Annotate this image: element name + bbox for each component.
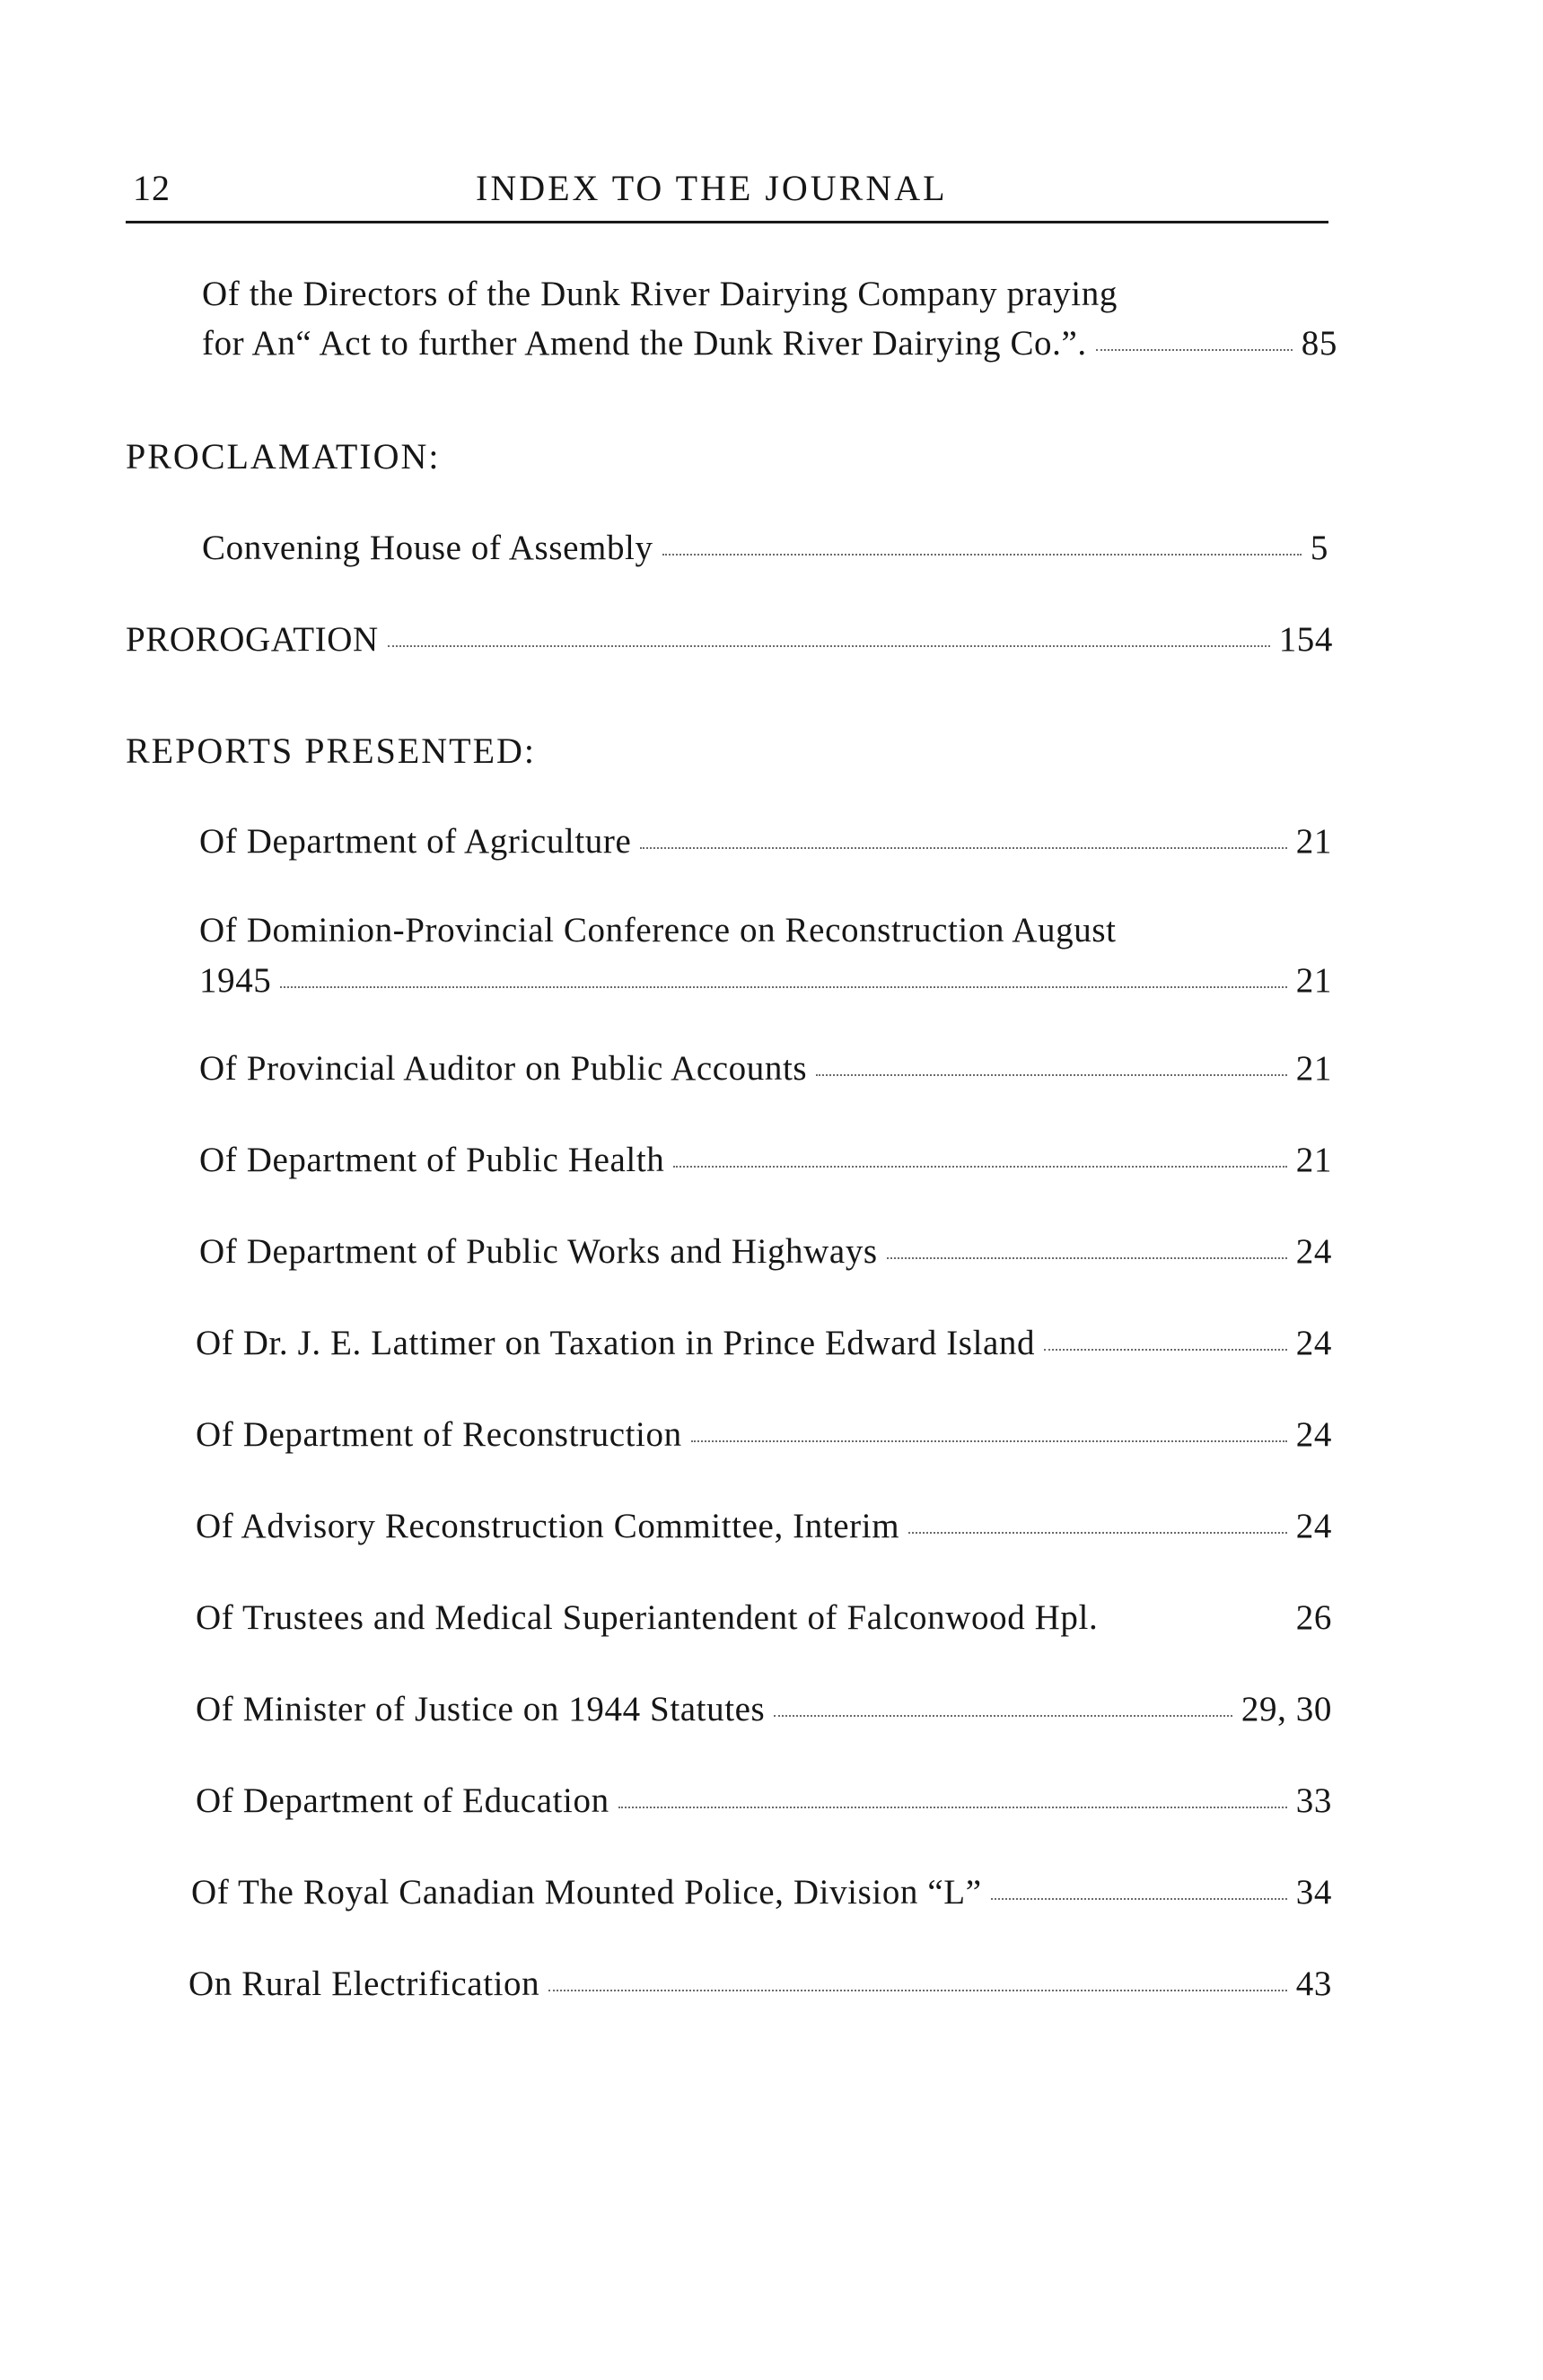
dot-leader [548, 1990, 1287, 1991]
index-entry-label: On Rural Electrification [188, 1964, 540, 2003]
index-entry-label: 1945 [199, 961, 272, 1000]
index-entry-label: Of Department of Public Works and Highways [199, 1232, 878, 1271]
index-entry-label: Of Department of Public Health [199, 1141, 665, 1179]
index-entry-page: 21 [1295, 1049, 1332, 1088]
index-entry-page: 24 [1295, 1232, 1332, 1271]
index-entry-page: 21 [1295, 961, 1332, 1000]
index-entry-page: 21 [1295, 822, 1332, 861]
index-entry-page: 33 [1295, 1781, 1332, 1820]
index-entry-page: 24 [1295, 1324, 1332, 1362]
prorogation-entry [126, 619, 1333, 660]
index-entry [188, 1964, 1332, 2004]
index-entry [196, 1506, 1332, 1546]
prorogation-label: PROROGATION [126, 620, 379, 659]
index-entry [196, 1781, 1332, 1821]
index-entry-label: Of Department of Reconstruction [196, 1415, 682, 1454]
index-entry-label: Of Minister of Justice on 1944 Statutes [196, 1690, 766, 1728]
dot-leader [618, 1807, 1287, 1808]
index-entry-label-line-1: Of Dominion-Provincial Conference on Reconstruction August [199, 911, 1117, 949]
index-entry [199, 1048, 1332, 1089]
dot-leader [1044, 1349, 1287, 1351]
dot-leader [1096, 349, 1293, 351]
dot-leader [388, 645, 1270, 647]
index-entry-label: Of Dr. J. E. Lattimer on Taxation in Prince Edward Island [196, 1324, 1036, 1362]
dot-leader [640, 847, 1286, 849]
dot-leader [673, 1166, 1286, 1168]
index-entry-page: 24 [1295, 1507, 1332, 1545]
dot-leader [887, 1257, 1287, 1259]
dot-leader [908, 1532, 1287, 1534]
dot-leader [1103, 1623, 1290, 1625]
index-entry-label: Of Provincial Auditor on Public Accounts [199, 1049, 808, 1088]
index-entry-page: 29, 30 [1241, 1690, 1332, 1728]
index-entry [196, 1414, 1332, 1455]
index-entry-label: Of Trustees and Medical Superiantendent of Falconwood Hpl. [196, 1598, 1099, 1637]
index-entry-page: 21 [1295, 1141, 1332, 1179]
index-entry-label: Of Advisory Reconstruction Committee, Interim [196, 1507, 900, 1545]
index-entry-page: 43 [1295, 1964, 1332, 2003]
index-entry-page: 5 [1310, 529, 1328, 567]
dot-leader [774, 1715, 1232, 1717]
index-entry [196, 1597, 1332, 1638]
index-entry [202, 528, 1328, 568]
index-entry [191, 1872, 1332, 1912]
dot-leader [280, 986, 1286, 988]
petition-entry-page: 85 [1301, 324, 1337, 363]
index-entry-page: 24 [1295, 1415, 1332, 1454]
index-entry [199, 1231, 1332, 1272]
dot-leader [691, 1440, 1287, 1442]
page-number: 12 [133, 168, 171, 208]
index-entry-label: Of The Royal Canadian Mounted Police, Division “L” [191, 1873, 982, 1912]
index-entry-label: Of Department of Education [196, 1781, 609, 1820]
header-rule [126, 221, 1328, 223]
reports-heading: REPORTS PRESENTED: [126, 731, 536, 771]
index-entry [199, 960, 1332, 1001]
running-title: INDEX TO THE JOURNAL [476, 168, 948, 208]
index-entry-page: 26 [1295, 1598, 1332, 1637]
index-entry [199, 1140, 1332, 1180]
dot-leader [991, 1898, 1287, 1900]
index-entry [199, 821, 1332, 862]
index-entry-label: Of Department of Agriculture [199, 822, 632, 861]
index-entry [196, 1689, 1332, 1729]
index-entry-label: Convening House of Assembly [202, 529, 653, 567]
prorogation-page: 154 [1278, 620, 1333, 659]
dot-leader [816, 1074, 1287, 1076]
index-entry-page: 34 [1295, 1873, 1332, 1912]
petition-entry [202, 323, 1337, 363]
petition-line-1: Of the Directors of the Dunk River Dairying Company praying [202, 275, 1118, 313]
dot-leader [662, 554, 1302, 556]
petition-entry-label: for An“ Act to further Amend the Dunk River Dairying Co.”. [202, 324, 1087, 363]
proclamation-heading: PROCLAMATION: [126, 436, 441, 477]
page-header [126, 167, 1328, 212]
index-entry [196, 1323, 1332, 1363]
